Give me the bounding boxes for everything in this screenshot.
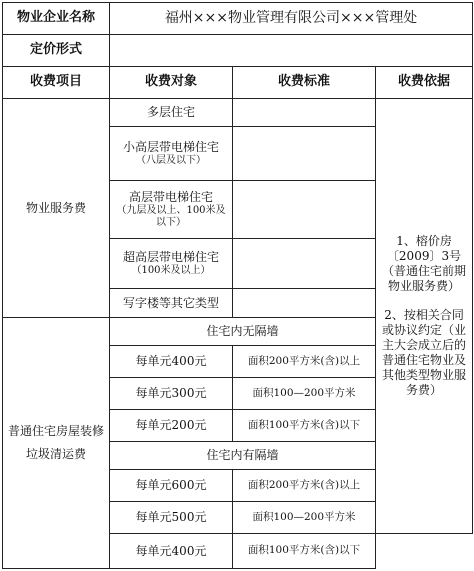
- renovation-price: 每单元300元: [110, 378, 233, 410]
- column-header-basis: 收费依据: [376, 67, 473, 99]
- company-value: 福州×××物业管理有限公司×××管理处: [110, 3, 473, 35]
- service-target: [110, 127, 233, 181]
- service-target-name: 高层带电梯住宅: [128, 189, 213, 204]
- basis-line-1: 1、榕价房〔2009〕3号（普通住宅前期物业服务费）: [382, 234, 467, 293]
- column-header-item: 收费项目: [3, 67, 110, 99]
- renovation-group-title: 住宅内有隔墙: [110, 442, 376, 470]
- basis-cell: [376, 99, 473, 534]
- service-fee-item: 物业服务费: [3, 99, 110, 318]
- column-header-target: 收费对象: [110, 67, 233, 99]
- service-standard: [233, 181, 376, 239]
- column-header-row: [3, 67, 473, 99]
- service-target: [110, 99, 233, 127]
- service-target: [110, 239, 233, 289]
- pricing-row: [3, 35, 473, 67]
- renovation-area: 面积100平方米(含)以下: [233, 534, 376, 569]
- company-label: 物业企业名称: [3, 3, 110, 35]
- renovation-price: 每单元400元: [110, 534, 233, 569]
- renovation-area: 面积100—200平方米: [233, 378, 376, 410]
- basis-line-2: 2、按相关合同或协议约定（业主大会成立后的普通住宅物业及其他类型物业服务费）: [382, 308, 467, 397]
- renovation-area: 面积100平方米(含)以下: [233, 410, 376, 442]
- service-target-name: 超高层带电梯住宅: [122, 249, 219, 264]
- company-row: [3, 3, 473, 35]
- service-target-note: （100米及以上）: [131, 264, 211, 276]
- renovation-area: 面积200平方米(含)以上: [233, 470, 376, 502]
- service-target-name: 写字楼等其它类型: [122, 295, 219, 310]
- renovation-area: 面积100—200平方米: [233, 502, 376, 534]
- renovation-fee-item: 普通住宅房屋装修垃圾清运费: [3, 318, 110, 569]
- renovation-price: 每单元600元: [110, 470, 233, 502]
- service-row: [3, 99, 473, 127]
- renovation-price: 每单元200元: [110, 410, 233, 442]
- service-target: [110, 181, 233, 239]
- renovation-group-title: 住宅内无隔墙: [110, 318, 376, 346]
- service-target: [110, 289, 233, 318]
- service-target-note: （八层及以下）: [136, 154, 206, 166]
- service-target-name: 小高层带电梯住宅: [122, 139, 219, 154]
- fee-schedule-table: [2, 2, 473, 569]
- renovation-price: 每单元400元: [110, 346, 233, 378]
- service-target-name: 多层住宅: [146, 105, 195, 119]
- column-header-standard: 收费标准: [233, 67, 376, 99]
- renovation-area: 面积200平方米(含)以上: [233, 346, 376, 378]
- service-standard: [233, 127, 376, 181]
- service-target-note: （九层及以上、100米及以下）: [116, 204, 226, 228]
- service-standard: [233, 99, 376, 127]
- service-standard: [233, 289, 376, 318]
- service-standard: [233, 239, 376, 289]
- pricing-label: 定价形式: [3, 35, 110, 67]
- renovation-price: 每单元500元: [110, 502, 233, 534]
- pricing-value: [110, 35, 473, 67]
